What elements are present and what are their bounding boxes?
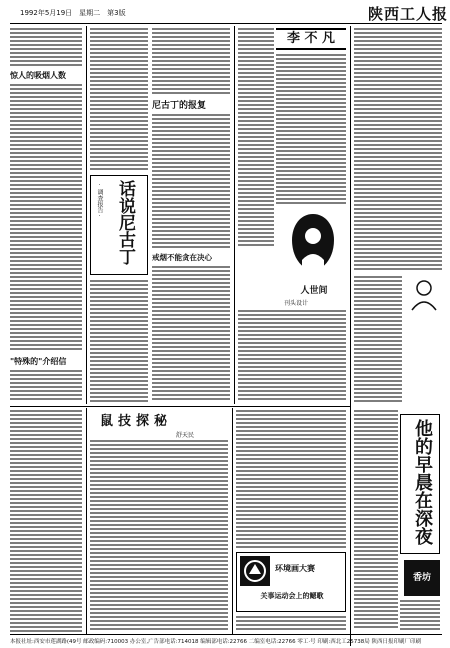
mid-rule bbox=[10, 406, 350, 407]
mid-left-author: 舒天民 bbox=[176, 432, 195, 439]
header-rule bbox=[10, 23, 442, 24]
col4-design-tag: 刊头设计 bbox=[284, 300, 309, 307]
col1-headline-smokers: 惊人的吸烟人数 bbox=[10, 71, 66, 80]
poster-ad bbox=[236, 552, 346, 612]
lower-col5-text bbox=[400, 600, 440, 630]
col3-text-block-2 bbox=[152, 114, 230, 248]
col5-sketch bbox=[406, 276, 442, 312]
lower-col1-text bbox=[10, 410, 82, 632]
newspaper-masthead: 陕西工人报 bbox=[368, 5, 449, 23]
vertical-feature-box bbox=[400, 414, 440, 554]
sketch-portrait-icon bbox=[406, 276, 442, 312]
banner-box bbox=[90, 175, 148, 275]
col4-text-block bbox=[276, 54, 346, 204]
col3-text-block-3 bbox=[152, 266, 230, 402]
col4-text-block-2 bbox=[238, 310, 346, 402]
issue-date-line: 1992年5月19日 星期二 第3版 bbox=[20, 9, 126, 17]
footer-imprint: 本报社址:西安市莲湖路(49号 邮政编码:710003 办公室,广告部电话:714018 编辑部电话:22766 二编室电话:22766 零工·号 印刷:西北工25738局 陕西日报印刷厂印刷 bbox=[10, 639, 421, 645]
col1-text-block-2 bbox=[10, 84, 82, 352]
poster-label: 环境画大赛 bbox=[275, 564, 315, 573]
banner-vertical-title: 话说尼古丁 bbox=[115, 180, 135, 265]
banner-byline: ·调查报告· bbox=[96, 182, 103, 220]
lower-col4-text bbox=[354, 410, 398, 630]
vertical-feature-title: 他的早晨在深夜 bbox=[412, 419, 433, 545]
small-logo-label: 香坊 bbox=[412, 573, 431, 583]
footer-rule bbox=[10, 634, 442, 635]
col4-narrow-text bbox=[238, 28, 274, 248]
lower-col3-text-2 bbox=[236, 616, 346, 630]
col4-illustration-caption: 人世间 bbox=[300, 286, 328, 296]
col4-title: 李 不 凡 bbox=[286, 31, 336, 46]
contest-emblem-icon bbox=[240, 556, 270, 586]
lower-col2-text bbox=[90, 440, 228, 630]
col2-text-block bbox=[90, 28, 148, 170]
col1-text-block-3 bbox=[10, 370, 82, 402]
small-logo-box bbox=[404, 560, 440, 596]
col5-text-block-2 bbox=[354, 276, 402, 402]
lower-col3-text bbox=[236, 410, 346, 548]
poster-bottom-line: 关事运动会上的鳃歌 bbox=[260, 592, 324, 600]
col1-text-block bbox=[10, 28, 82, 68]
mid-left-title: 鼠技探秘 bbox=[100, 414, 173, 429]
col4-illustration bbox=[282, 210, 344, 280]
col5-text-block bbox=[354, 28, 442, 272]
person-silhouette-icon bbox=[282, 210, 344, 280]
col2-headline-revenge: 尼古丁的报复 bbox=[152, 101, 207, 111]
col3-text-block bbox=[152, 28, 230, 94]
poster-logo bbox=[240, 556, 270, 586]
col1-headline-letter: "特殊的"介绍信 bbox=[10, 357, 67, 366]
col3-headline-quit: 戒烟不能贪在决心 bbox=[152, 253, 212, 262]
col4-title-frame bbox=[276, 28, 346, 50]
col2-text-block-2 bbox=[90, 280, 148, 402]
